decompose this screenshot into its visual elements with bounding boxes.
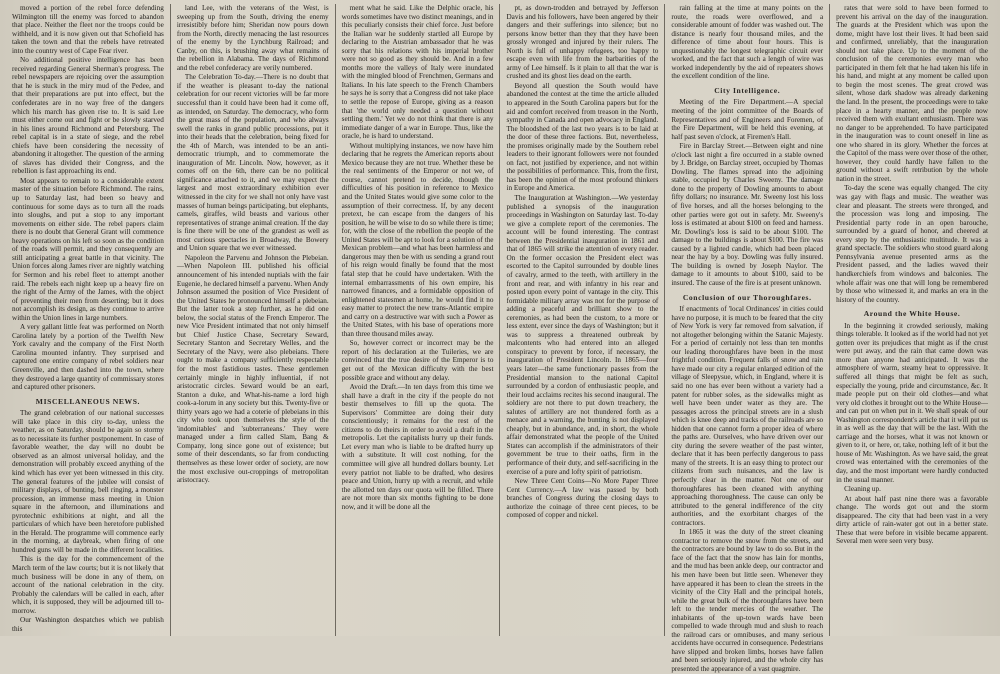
section-heading: Around the White House. [863,309,961,319]
article-paragraph: land Lee, with the veterans of the West, is sweeping up from the South, driving the enemy irresistibly before him; Sheridan now pours down from the North, directly menacing the last resources of the enemy by the Lynchburg Railroad; and Canby, on this, is brushing away what remains of the rebellion in Alabama. The days of Richmond and the rebel confederacy are verily numbered. [176,4,329,72]
column-5 [664,4,829,674]
section-heading: Conclusion of our Thoroughfares. [682,292,812,302]
article-paragraph: ment what he said. Like the Delphic oracle, his words sometimes have two distinct meanings, and in this peculiarly consists their chief force. Just before the Italian war he suddenly startled all Europe by declaring to the Austrian ambassador that he was sorry that his relations with his imperial brother were not so good as they should be. And in a few months more the valleys of Italy were inundated with the mingled blood of Frenchmen, Germans and Italians. In his late speech to the French Chambers he says he is sorry that a Congress did not take place to settle the repose of Europe, giving as a reason that 'the world only needed a question without settling them.' Yet we do not think that there is any immediate danger of a war in Europe. Thus, like the oracle, he is hard to understand. [341,4,494,141]
article-paragraph: Most appears to remain to a considerable extent master of the situation before Richmond. The rains, up to Saturday last, had been so heavy and continuous for some days as to turn all the roads into sloughs, and put a stop to any important movements on either side. The rebel papers claim there is no doubt that General Grant will commence heavy operations on his left so soon as the condition of the roads will permit, and they consequently are still anticipating a great battle in that vicinity. The Union forces along James river are nightly watching for Sermon and his rebel fleet to attempt another raid. The rebels each night keep up a heavy fire on the right of the Army of the James, with the object of preventing their men from deserting; but it does not accomplish its design, as they continue to arrive within the Union lines in large numbers. [12,176,164,322]
article-paragraph: Meeting of the Fire Department.—A special meeting of the joint committee of the Boards of Representatives and of Engineers and Foremen, of the Fire Department, will be held this evening, at half past seven o'clock, at Firemen's Hall. [671,98,824,141]
article-paragraph: rain falling at the time at many points on the route, the roads were overflowed, and a considerable amount of fodder was washed out. The distance is nearly four thousand miles, and the difference of time about four hours. This is unquestionably the longest telegraphic circuit ever worked, and the fact that such a length of wire was worked independently by the aid of repeaters shows the excellent condition of the line. [671,4,824,81]
article-paragraph: Our Washington despatches which we publish this [12,616,164,633]
article-paragraph: New Three Cent Coins—No More Paper Three Cent Currency.—A law was passed by both branches of Congress during the closing days to authorize the coinage of three cent pieces, to be composed of copper and nickel. [506,477,659,520]
article-paragraph: If enactments of 'local Ordinances' in cities could have no purpose, it is much to be feared that the city of New York is very far removed from salvation, if not altogether belonging within the Satanic Majesty. For a period of certainly not less than ten months our leading thoroughfares have been in the most frightful condition. Frequent falls of snow and rain have made our city a regular enlarged edition of the village of Sleepysue, which, in England, where it is said no one has ever been without a variety had a patent for rubber soles, as the sidewalks might as well have been under water as they are. The passages across the principal streets are in a slush which is knee deep and tracks of the railroads are so hidden that one cannot form a proper idea of where the paths are. Ourselves, who have driven over our city during the severe weather of the past winter, declare that it has been perfectly dangerous to pass many of the streets. It is an easy thing to protect our citizens from such nuisances, and the law is perfectly clear in the matter. Not one of our thoroughfares has been cleaned with anything approaching thoroughness. The cause can only be attributed to the general indifference of the city authorities, and the exorbitant charges of the contractors. [671,305,824,527]
article-paragraph: Beyond all question the South would have abandoned the contest at the time the article alluded to appeared in the South Carolina papers but for the aid and comfort received from treason in the North, sympathy in Canada and open advocacy in England. The bloodshed of the last two years is to be laid at the door of these three factions. But, nevertheless, the promises originally made by the Southern rebel leaders to their ignorant followers were not founded on fact, not justified by experience, and not within the possibilities of performance. This, from the first, has been the opinion of the most profound thinkers in Europe and America. [506,81,659,193]
article-paragraph: rates that were sold to have been formed to prevent his arrival on the day of the inauguration. The guards at the President which was upon the dome, might have lost their lives. It had been said and confirmed, unreliably, that the inauguration should not take place. Up to the moment of the conclusion of the ceremonies every man who participated in them felt that he had taken his life in his hand, and might at any moment be called upon to begin the most scenes. The great crowd was silent, whose dark shadow was already darkening the land. In the present, the proceedings were to take place in a hearty manner, and the people now received them with exultant enthusiasm. There was no danger to be apprehended. To have participated in the inauguration was to count oneself in line as one who shared in its glory. Whether the forces at the Capitol of the mass were over those of the other, however, they could hardly have fallen to the ground without a swift retribution by the whole nation in the street. [836,4,988,183]
article-paragraph: pt, as down-trodden and betrayed by Jefferson Davis and his followers, have been angered by their dangers and their sufferings into silence; but no persons know better than they that they have been grossly wronged and injured by their rulers. The North is full of unhappy refugees, too happy to escape even with life from the barbarities of the army of Lee himself. Is it plain to all that the war is crushed and its ghost lies dead on the earth. [506,4,659,81]
article-paragraph: The Inauguration at Washington.—We yesterday published a synopsis of the inauguration proceedings in Washington on Saturday last. To-day we give a complete report of the ceremonies. The account will be found interesting. The contrast between the Presidential inauguration in 1861 and that of 1865 will strike the attention of every reader. On the former occasion the President elect was escorted to the Capitol surrounded by double lines of cavalry, armed to the teeth, with artillery in the front and rear, and with infantry in his rear and posted upon every point of vantage in the city. This formidable military array was not for the purpose of adding a peaceful and brilliant show to the ceremonies, as had been the custom, to a more or less extent, ever since the days of Washington; but it was to suppress a threatened outbreak by malcontents who had entered into an alleged conspiracy to prevent by force, if necessary, the inauguration of President Lincoln. In 1865—four years later—the same functionary passes from the Presidential mansion to the national Capitol surrounded by a cordon of enthusiastic people, and their loud acclaims recites his second inaugural. The soldiery are not there to put down treachery, the salutes of artillery are not thundered forth as a menace and a warning, the bunting is not displayed cheaply, but in abundance, and, in short, the whole affair demonstrated what the people of the United States can accomplish if the administrators of their government be true to their oaths, firm in the performance of their duty, and self-sacrificing in the exercise of a pure and lofty spirit of patriotism. [506,194,659,476]
article-paragraph: The Celebration To-day.—There is no doubt that if the weather is pleasant to-day the national celebration for our recent victories will be far more successful than it could have been had it come off, as intended, on Saturday. The democracy, who form the great mass of the population, and who always swell the ranks in grand public processions, put it into their heads that the celebration, being fixed for the 4th of March, was intended to be an anti-democratic triumph, and to commemorate the inauguration of Mr. Lincoln. Now, however, as it comes off on the 6th, there can be no political significance attached to it, and we may expect the largest and most extraordinary exhibition ever witnessed in the city for we shall not only have vast masses of human beings participating, but elephants, camels, giraffes, wild beasts and various other representatives of strange animal creation. If the day is fine there will be one of the grandest as well as most curious spectacles in Broadway, the Bowery and Union square that we ever witnessed. [176,73,329,253]
article-paragraph: Without multiplying instances, we now have him declaring that he regrets the American reports about Mexico because they are not true. Whether these be the real sentiments of the Emperor or not we, of course, cannot pretend to decide, though the difficulties of his position in reference to Mexico and the United States would give some color to the assumption of their correctness. If, by any decent pretext, he can escape from the dangers of his position, he will be wise to do so while there is time; for, with the close of the rebellion the people of the United States will be apt to look for a solution of the Mexican problem—and what has been harmless and dangerous may then be with us sending a grand rout of his reign would finally be found that the most fatal step that he could have undertaken. With the internal embarrassments of his own empire, his narrowed finances, and a formidable opposition of enlightened statesmen at home, he would find it no easy matter to protect the new trans-Atlantic empire and carry on a destructive war with such a Power as the United States, with his base of operations more than three thousand miles away. [341,141,494,338]
article-paragraph: moved a portion of the rebel force defending Wilmington till the enemy was forced to abandon that place. Neither the fleet nor the troops could be withheld, and it is now given out that Schofield has taken the town and that the rebels have retreated into the country west of Cape Fear river. [12,4,164,55]
article-paragraph: So, however correct or incorrect may be the report of his declaration at the Tuileries, we are convinced that the true desire of the Emperor is to get out of the Mexican difficulty with the best possible grace and without any delay. [341,339,494,382]
article-paragraph: To-day the scene was equally changed. The city was gay with flags and music. The weather was clear and pleasant. The streets were thronged, and the procession was long and imposing. The Presidential party rode in an open barouche, surrounded by a guard of honor, and cheered at every step by the enthusiastic multitude. It was a grand spectacle. The soldiers who stood guard along Pennsylvania avenue presented arms as the President passed, and the ladies waved their handkerchiefs from windows and balconies. The whole affair was one that will long be remembered by those who witnessed it, and marks an era in the history of the country. [836,184,988,304]
column-1 [6,4,170,636]
article-paragraph: This is the day for the commencement of the March term of the law courts; but it is not likely that much business will be done in any of them, on account of the national celebration in the city. Probably the calendars will be called in each, after which, it is supposed, they will be adjourned till to-morrow. [12,555,164,615]
article-paragraph: Fire in Barclay Street.—Between eight and nine o'clock last night a fire occurred in a stable owned by J. Bridge, on Barclay street, occupied by Thomas Dowling. The flames spread into the adjoining stable, occupied by Charles Sweeny. The damage done to the property of Dowling amounts to about fifty dollars; no insurance. Mr. Sweeny lost his loss of five horses, and all the horses belonging to the other parties were got out in safety. Mr. Sweeny's loss is estimated at about $100 on feed and harness. Mr. Dowling's loss is said to be about $100. The damage to the buildings is about $100. The fire was caused by a lighted candle, which had been placed near the hay by a boy. Dowling was fully insured. The building is owned by Joseph Naylor. The damage to it amounts to about $100, said to be insured. The cause of the fire is at present unknown. [671,142,824,287]
column-container [6,4,994,674]
article-paragraph: In 1865 it was the duty of the street cleaning contractor to remove the snow from the streets, and the contractors are bound by law to do so. But in the face of the fact that the snow has lain for months, and the mud has been ankle deep, our contractor and his men have been but little seen. Whenever they have appeared it has been to clean the streets in the vicinity of the City Hall and the principal hotels, while the great bulk of the thoroughfares have been left to the tender mercies of the weather. The inhabitants of the up-town wards have been compelled to wade through mud and slush to reach the railroad cars or omnibuses, and many serious accidents have occurred in consequence. Pedestrians have slipped and broken limbs, horses have fallen and been seriously injured, and the whole city has presented the appearance of a vast quagmire. [671,528,824,674]
article-paragraph: Cleaning up. [844,485,881,494]
column-6 [829,4,994,636]
article-paragraph: No additional positive intelligence has been received regarding General Sherman's progress. The rebel newspapers are rejoicing over the assumption that he is stuck in the miry mud of the Pedee, and that their preparations are put into effect, but the confederates are in no way free of the dangers which his march has given rise to. It is said Lee must either come out and fight or be slowly starved in his lines around Richmond and Petersburg. The rebel capital is in a state of siege, and the rebel chiefs have been considering the necessity of abandoning it altogether. The question of the arming of slaves has divided their Congress, and the rebellion is fast approaching its end. [12,56,164,176]
column-4 [499,4,664,636]
section-heading: MISCELLANEOUS NEWS. [35,396,141,406]
article-paragraph: A very gallant little feat was performed on North Carolina lately by a portion of the Twelfth New York cavalry and the company of the First North Carolina mounted infantry. They surprised and captured one entire company of rebel soldiers near Greenville, and then dashed into the town, where they destroyed a large quantity of commissary stores and captured other prisoners. [12,323,164,392]
column-2 [170,4,335,636]
column-3 [335,4,500,636]
article-paragraph: In the beginning it crowded seriously, making things tolerable. It looked as if the world had not yet gotten over its prejudices that might as if the crust were put away, and the rain that came down was more than anyone had anticipated. It was the atmosphere of warm, steamy heat to oppressive. It suffered all things that might be felt as such, especially the young, pride and circumstance, &c. It made people put on their old clothes—and what very old clothes it brought out to the White House—and can put on when put in it. We shall speak of our Washington correspondent's article that it will put us in as well as the day that will be the last. With the carriage and the horses, what it was not known or given to it, or here, or, take, nothing left of it but the house of Mr. Washington. As we have said, the great crowd was entertained with the ceremonies of the day, and the most important were hardly conducted in the usual manner. [836,321,988,484]
section-heading: City Intelligence. [714,85,781,95]
article-paragraph: The grand celebration of our national successes will take place in this city to-day, unless the weather, as on Saturday, should be again so stormy as to necessitate its further postponement. In case of favorable weather, the day will no doubt be observed as an almost universal holiday, and the demonstration will probably exceed anything of the kind which has ever yet been witnessed in this city. The general features of the jubilee will consist of military displays, of bunting, bell ringing, a monster procession, an immense mass meeting in Union square in the afternoon, and illuminations and pyrotechnic exhibitions at night, and all the particulars of which have been heretofore published in the Herald. The programme will commence early in the morning, at daybreak, when firing of one hundred guns will be made in the different localities. [12,409,164,554]
article-paragraph: Avoid the Draft.—In ten days from this time we shall have a draft in the city if the people do not bestir themselves to fill up the quota. The Supervisors' Committee are doing their duty conscientiously; it remains for the rest of the citizens to do theirs in order to avoid a draft in the metropolis. Let the capitalists hurry up their funds. Let every man who is liable to be drafted hurry up with a substitute. It will cost nothing, for the committee will give all hundred dollars bounty. Let every patriot not liable to be drafted, who desires peace and Union, hurry up with a recruit, and while the allotted ten days our quota will be filled. There are not more than six months fighting to be done now, and it will be done all the [341,383,494,511]
article-paragraph: At about half past nine there was a favorable change. The words got out and the storm disappeared. The city that had been vast in a very dirty article of rain-water got out in a better state. These that were before in visible became apparent. Several men were seen very busy. [836,494,988,546]
article-paragraph: Napoleon the Parvenu and Johnson the Plebeian.—When Napoleon III. published his official announcement of his intended nuptials with the fair Eugenie, he declared himself a parvenu. When Andy Johnson assumed the position of Vice President of the United States he pronounced himself a plebeian. But the latter took a step further, as he did one below, the social status of the French Emperor. The new Vice President intimated that not only himself but Chief Justice Chase, Secretary Seward, Secretary Stanton and Secretary Welles, and the Secretary of the Navy, were also plebeians. There ought to make a company sufficiently respectable for the most fastidious tastes. These gentlemen certainly mingle in highly influential, if not aristocratic circles. Seward would be an earl, Stanton a duke, and What-his-name a lord high cook-a-lorum in any society but this. Twenty-five or thirty years ago we had a coterie of plebeians in this city who took upon themselves the style of the 'indomitables' and 'subterraneans.' They were managed under a firm called Slam, Bang & Company, long since gone out of existence; but some of their descendants, so far from conducting themselves as these lower order of society, are now the most exclusive out-croppings of metropolitan aristocracy. [176,253,329,485]
